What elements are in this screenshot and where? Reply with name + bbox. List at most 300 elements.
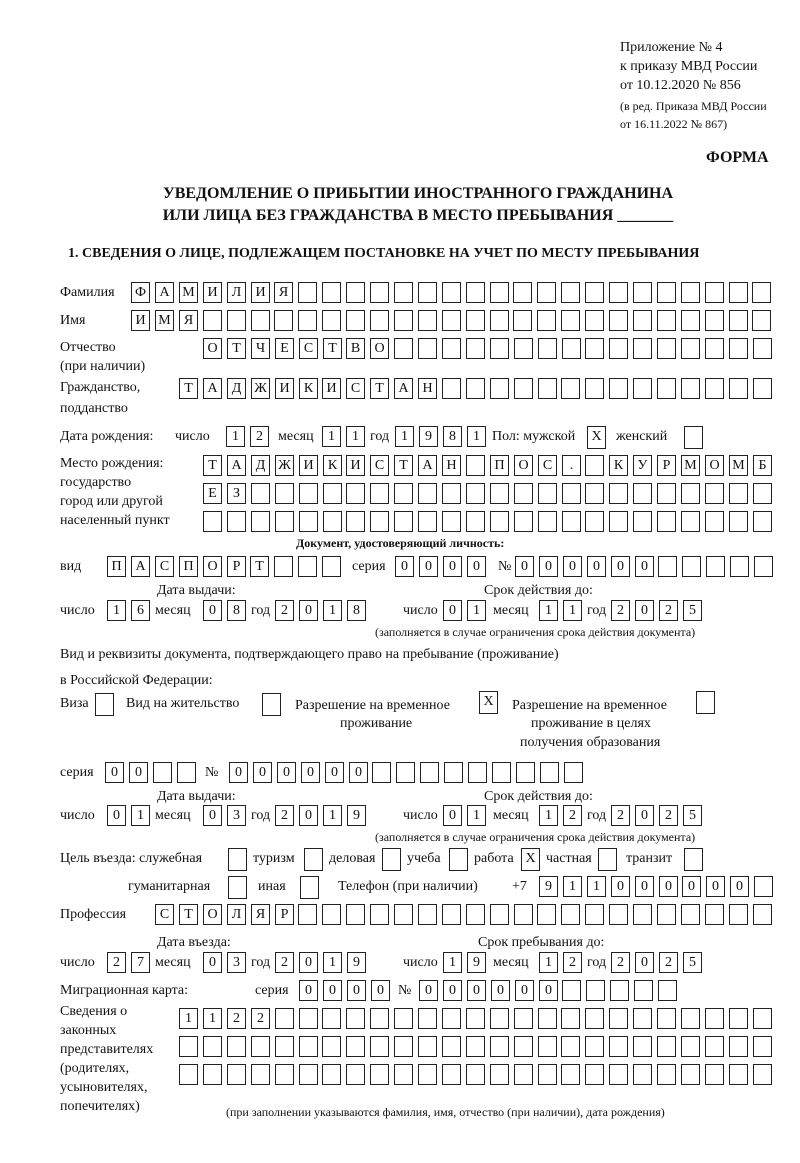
char-cell[interactable] [346,511,365,532]
char-cell[interactable] [657,904,676,925]
char-cell[interactable]: 0 [587,556,606,577]
char-cell[interactable]: 2 [227,1008,246,1029]
char-cell[interactable]: 5 [683,805,702,826]
char-cell[interactable]: С [538,455,557,476]
char-cell[interactable]: Т [179,378,198,399]
char-cell[interactable] [418,1008,437,1029]
char-cell[interactable]: 2 [563,805,582,826]
char-cell[interactable] [609,904,628,925]
char-cell[interactable] [657,310,676,331]
char-cell[interactable] [274,556,293,577]
char-cell[interactable] [729,1008,748,1029]
char-cell[interactable] [275,1064,294,1085]
char-cell[interactable]: 0 [325,762,344,783]
char-cell[interactable]: С [155,904,174,925]
char-cell[interactable]: 1 [323,805,342,826]
char-cell[interactable] [609,378,628,399]
char-cell[interactable]: 0 [467,556,486,577]
char-cell[interactable] [540,762,559,783]
char-cell[interactable]: Т [203,455,222,476]
char-cell[interactable] [537,282,556,303]
char-cell[interactable]: Ж [275,455,294,476]
char-cell[interactable]: 0 [203,805,222,826]
char-cell[interactable] [490,483,509,504]
char-cell[interactable]: 1 [322,426,341,447]
char-cell[interactable]: И [251,282,270,303]
char-cell[interactable] [394,904,413,925]
char-cell[interactable] [492,762,511,783]
char-cell[interactable] [442,483,461,504]
char-cell[interactable]: 2 [563,952,582,973]
char-cell[interactable] [394,1008,413,1029]
char-cell[interactable]: 1 [539,952,558,973]
checkbox[interactable] [262,693,281,716]
char-cell[interactable]: Т [323,338,342,359]
char-cell[interactable] [633,483,652,504]
char-cell[interactable] [322,282,341,303]
char-cell[interactable]: 1 [563,876,582,897]
char-cell[interactable]: 0 [203,600,222,621]
char-cell[interactable] [442,904,461,925]
char-cell[interactable] [562,483,581,504]
char-cell[interactable] [370,483,389,504]
char-cell[interactable] [657,1008,676,1029]
char-cell[interactable] [203,511,222,532]
char-cell[interactable]: 8 [227,600,246,621]
char-cell[interactable] [418,282,437,303]
char-cell[interactable] [633,511,652,532]
char-cell[interactable] [442,338,461,359]
char-cell[interactable] [585,1008,604,1029]
char-cell[interactable] [466,511,485,532]
char-cell[interactable]: 0 [539,556,558,577]
char-cell[interactable] [681,310,700,331]
char-cell[interactable]: М [179,282,198,303]
char-cell[interactable]: 6 [131,600,150,621]
char-cell[interactable]: 8 [347,600,366,621]
char-cell[interactable] [633,282,652,303]
char-cell[interactable]: 2 [611,805,630,826]
char-cell[interactable] [537,904,556,925]
char-cell[interactable]: Ч [251,338,270,359]
char-cell[interactable] [657,282,676,303]
char-cell[interactable] [346,282,365,303]
char-cell[interactable]: 2 [659,600,678,621]
char-cell[interactable] [322,904,341,925]
char-cell[interactable] [490,1064,509,1085]
char-cell[interactable]: Л [227,904,246,925]
char-cell[interactable] [514,1036,533,1057]
char-cell[interactable] [514,1064,533,1085]
checkbox[interactable]: X [479,691,498,714]
char-cell[interactable] [658,556,677,577]
char-cell[interactable] [466,1036,485,1057]
char-cell[interactable] [658,980,677,1001]
char-cell[interactable] [322,556,341,577]
char-cell[interactable] [490,511,509,532]
char-cell[interactable]: 9 [347,805,366,826]
char-cell[interactable]: И [275,378,294,399]
char-cell[interactable] [394,338,413,359]
char-cell[interactable]: 0 [107,805,126,826]
char-cell[interactable]: 1 [443,952,462,973]
char-cell[interactable] [513,310,532,331]
char-cell[interactable]: 0 [491,980,510,1001]
char-cell[interactable]: 0 [635,556,654,577]
char-cell[interactable]: 0 [443,980,462,1001]
char-cell[interactable] [490,378,509,399]
char-cell[interactable]: 0 [229,762,248,783]
char-cell[interactable]: Ф [131,282,150,303]
char-cell[interactable] [514,378,533,399]
char-cell[interactable] [514,511,533,532]
char-cell[interactable]: 0 [515,556,534,577]
char-cell[interactable] [705,483,724,504]
char-cell[interactable] [251,310,270,331]
char-cell[interactable]: И [346,455,365,476]
char-cell[interactable]: 2 [275,952,294,973]
char-cell[interactable]: 0 [706,876,725,897]
char-cell[interactable] [657,338,676,359]
char-cell[interactable] [561,1036,580,1057]
char-cell[interactable] [538,1008,557,1029]
char-cell[interactable]: К [299,378,318,399]
char-cell[interactable]: Я [274,282,293,303]
checkbox[interactable] [228,876,247,899]
char-cell[interactable]: П [490,455,509,476]
char-cell[interactable] [466,1064,485,1085]
char-cell[interactable] [514,1008,533,1029]
char-cell[interactable]: 0 [635,805,654,826]
char-cell[interactable] [705,904,724,925]
char-cell[interactable] [681,904,700,925]
char-cell[interactable] [706,556,725,577]
char-cell[interactable] [561,310,580,331]
char-cell[interactable] [370,511,389,532]
char-cell[interactable]: 0 [443,556,462,577]
char-cell[interactable] [275,1008,294,1029]
char-cell[interactable]: Я [251,904,270,925]
char-cell[interactable]: 1 [226,426,245,447]
char-cell[interactable] [585,511,604,532]
char-cell[interactable] [681,511,700,532]
char-cell[interactable]: А [155,282,174,303]
char-cell[interactable]: С [155,556,174,577]
char-cell[interactable]: . [562,455,581,476]
char-cell[interactable]: 0 [443,805,462,826]
char-cell[interactable] [322,310,341,331]
char-cell[interactable] [752,310,771,331]
char-cell[interactable]: Р [227,556,246,577]
char-cell[interactable]: Т [250,556,269,577]
char-cell[interactable] [394,1064,413,1085]
char-cell[interactable] [730,556,749,577]
char-cell[interactable] [562,511,581,532]
char-cell[interactable] [585,338,604,359]
char-cell[interactable] [564,762,583,783]
char-cell[interactable] [203,310,222,331]
char-cell[interactable] [753,1036,772,1057]
char-cell[interactable]: Т [179,904,198,925]
char-cell[interactable] [609,338,628,359]
char-cell[interactable] [705,310,724,331]
checkbox[interactable]: X [587,426,606,449]
char-cell[interactable] [227,511,246,532]
char-cell[interactable] [323,511,342,532]
char-cell[interactable]: 0 [349,762,368,783]
char-cell[interactable] [490,338,509,359]
char-cell[interactable]: 3 [227,805,246,826]
checkbox[interactable]: X [521,848,540,871]
char-cell[interactable]: 0 [301,762,320,783]
char-cell[interactable] [585,1036,604,1057]
char-cell[interactable] [561,1008,580,1029]
char-cell[interactable] [538,483,557,504]
char-cell[interactable] [468,762,487,783]
char-cell[interactable]: 0 [203,952,222,973]
char-cell[interactable]: 2 [107,952,126,973]
char-cell[interactable]: 0 [563,556,582,577]
char-cell[interactable] [299,483,318,504]
char-cell[interactable] [275,483,294,504]
char-cell[interactable]: А [203,378,222,399]
char-cell[interactable]: 0 [347,980,366,1001]
char-cell[interactable]: Л [227,282,246,303]
char-cell[interactable]: П [107,556,126,577]
char-cell[interactable]: 0 [635,952,654,973]
char-cell[interactable] [346,1036,365,1057]
char-cell[interactable]: А [418,455,437,476]
char-cell[interactable] [538,378,557,399]
char-cell[interactable] [705,1064,724,1085]
char-cell[interactable] [657,1036,676,1057]
char-cell[interactable] [513,282,532,303]
checkbox[interactable] [684,426,703,449]
char-cell[interactable] [753,1008,772,1029]
char-cell[interactable]: 9 [539,876,558,897]
char-cell[interactable]: 0 [253,762,272,783]
char-cell[interactable] [466,282,485,303]
char-cell[interactable] [466,483,485,504]
char-cell[interactable] [394,1036,413,1057]
char-cell[interactable] [466,310,485,331]
char-cell[interactable] [418,511,437,532]
char-cell[interactable] [346,310,365,331]
char-cell[interactable] [442,1064,461,1085]
char-cell[interactable] [466,1008,485,1029]
char-cell[interactable] [729,378,748,399]
char-cell[interactable]: 0 [635,876,654,897]
char-cell[interactable] [633,1064,652,1085]
char-cell[interactable] [705,378,724,399]
char-cell[interactable] [227,1064,246,1085]
char-cell[interactable] [585,1064,604,1085]
char-cell[interactable]: О [203,338,222,359]
char-cell[interactable]: Я [179,310,198,331]
checkbox[interactable] [696,691,715,714]
char-cell[interactable] [516,762,535,783]
char-cell[interactable] [633,1008,652,1029]
char-cell[interactable]: 1 [179,1008,198,1029]
char-cell[interactable]: Р [275,904,294,925]
char-cell[interactable] [729,1036,748,1057]
char-cell[interactable] [681,1036,700,1057]
char-cell[interactable] [442,310,461,331]
char-cell[interactable] [370,310,389,331]
char-cell[interactable] [561,1064,580,1085]
char-cell[interactable] [729,282,748,303]
char-cell[interactable] [298,556,317,577]
char-cell[interactable] [227,310,246,331]
char-cell[interactable] [418,904,437,925]
char-cell[interactable] [585,904,604,925]
char-cell[interactable] [609,282,628,303]
char-cell[interactable]: С [370,455,389,476]
char-cell[interactable] [681,338,700,359]
checkbox[interactable] [598,848,617,871]
char-cell[interactable] [561,904,580,925]
checkbox[interactable] [304,848,323,871]
char-cell[interactable]: 8 [443,426,462,447]
char-cell[interactable] [418,310,437,331]
char-cell[interactable]: 0 [419,556,438,577]
char-cell[interactable]: 2 [659,952,678,973]
char-cell[interactable] [323,483,342,504]
char-cell[interactable] [442,378,461,399]
char-cell[interactable]: 0 [277,762,296,783]
char-cell[interactable] [227,1036,246,1057]
char-cell[interactable] [394,310,413,331]
char-cell[interactable] [370,1008,389,1029]
char-cell[interactable]: 1 [107,600,126,621]
char-cell[interactable] [418,1036,437,1057]
char-cell[interactable]: О [203,904,222,925]
char-cell[interactable] [538,338,557,359]
char-cell[interactable]: 1 [346,426,365,447]
char-cell[interactable]: 1 [395,426,414,447]
char-cell[interactable]: 1 [203,1008,222,1029]
char-cell[interactable] [418,338,437,359]
char-cell[interactable]: К [609,455,628,476]
char-cell[interactable] [753,1064,772,1085]
char-cell[interactable]: 0 [395,556,414,577]
char-cell[interactable] [585,282,604,303]
char-cell[interactable] [514,338,533,359]
char-cell[interactable] [609,483,628,504]
char-cell[interactable] [490,310,509,331]
char-cell[interactable]: Р [657,455,676,476]
checkbox[interactable] [382,848,401,871]
char-cell[interactable]: Д [251,455,270,476]
char-cell[interactable]: А [227,455,246,476]
char-cell[interactable]: 1 [131,805,150,826]
char-cell[interactable] [418,483,437,504]
char-cell[interactable] [657,511,676,532]
char-cell[interactable] [585,455,604,476]
char-cell[interactable] [561,282,580,303]
char-cell[interactable] [346,1064,365,1085]
char-cell[interactable]: 1 [323,600,342,621]
char-cell[interactable]: 0 [299,805,318,826]
char-cell[interactable] [346,1008,365,1029]
char-cell[interactable] [753,338,772,359]
char-cell[interactable]: А [394,378,413,399]
char-cell[interactable] [322,1064,341,1085]
char-cell[interactable]: О [370,338,389,359]
char-cell[interactable]: Н [442,455,461,476]
char-cell[interactable] [609,310,628,331]
char-cell[interactable] [681,1008,700,1029]
char-cell[interactable]: 2 [275,805,294,826]
char-cell[interactable] [490,1008,509,1029]
char-cell[interactable] [705,338,724,359]
checkbox[interactable] [228,848,247,871]
char-cell[interactable]: 0 [539,980,558,1001]
char-cell[interactable]: 9 [419,426,438,447]
char-cell[interactable]: 0 [299,600,318,621]
char-cell[interactable] [322,1008,341,1029]
char-cell[interactable] [346,483,365,504]
char-cell[interactable] [298,904,317,925]
char-cell[interactable] [275,511,294,532]
char-cell[interactable]: 9 [467,952,486,973]
char-cell[interactable] [298,310,317,331]
char-cell[interactable] [490,904,509,925]
char-cell[interactable]: И [203,282,222,303]
char-cell[interactable]: 2 [659,805,678,826]
char-cell[interactable] [394,483,413,504]
char-cell[interactable] [753,378,772,399]
char-cell[interactable] [466,378,485,399]
char-cell[interactable]: 1 [539,805,558,826]
char-cell[interactable] [203,1064,222,1085]
char-cell[interactable] [657,1064,676,1085]
char-cell[interactable] [251,511,270,532]
char-cell[interactable] [299,1064,318,1085]
char-cell[interactable] [562,338,581,359]
char-cell[interactable]: 0 [299,952,318,973]
char-cell[interactable] [729,338,748,359]
char-cell[interactable] [370,1036,389,1057]
char-cell[interactable] [754,556,773,577]
char-cell[interactable] [562,980,581,1001]
char-cell[interactable]: Д [227,378,246,399]
char-cell[interactable] [372,762,391,783]
char-cell[interactable] [609,1036,628,1057]
char-cell[interactable] [633,310,652,331]
char-cell[interactable] [633,1036,652,1057]
char-cell[interactable]: 0 [443,600,462,621]
char-cell[interactable] [585,378,604,399]
char-cell[interactable] [298,282,317,303]
char-cell[interactable]: 0 [371,980,390,1001]
char-cell[interactable] [444,762,463,783]
char-cell[interactable] [633,338,652,359]
char-cell[interactable]: 0 [299,980,318,1001]
char-cell[interactable] [394,282,413,303]
char-cell[interactable] [177,762,196,783]
checkbox[interactable] [95,693,114,716]
char-cell[interactable]: 2 [611,600,630,621]
char-cell[interactable] [370,904,389,925]
char-cell[interactable]: 0 [467,980,486,1001]
char-cell[interactable]: М [681,455,700,476]
char-cell[interactable]: И [131,310,150,331]
char-cell[interactable]: 2 [251,1008,270,1029]
char-cell[interactable]: Е [203,483,222,504]
char-cell[interactable] [609,511,628,532]
char-cell[interactable] [370,1064,389,1085]
